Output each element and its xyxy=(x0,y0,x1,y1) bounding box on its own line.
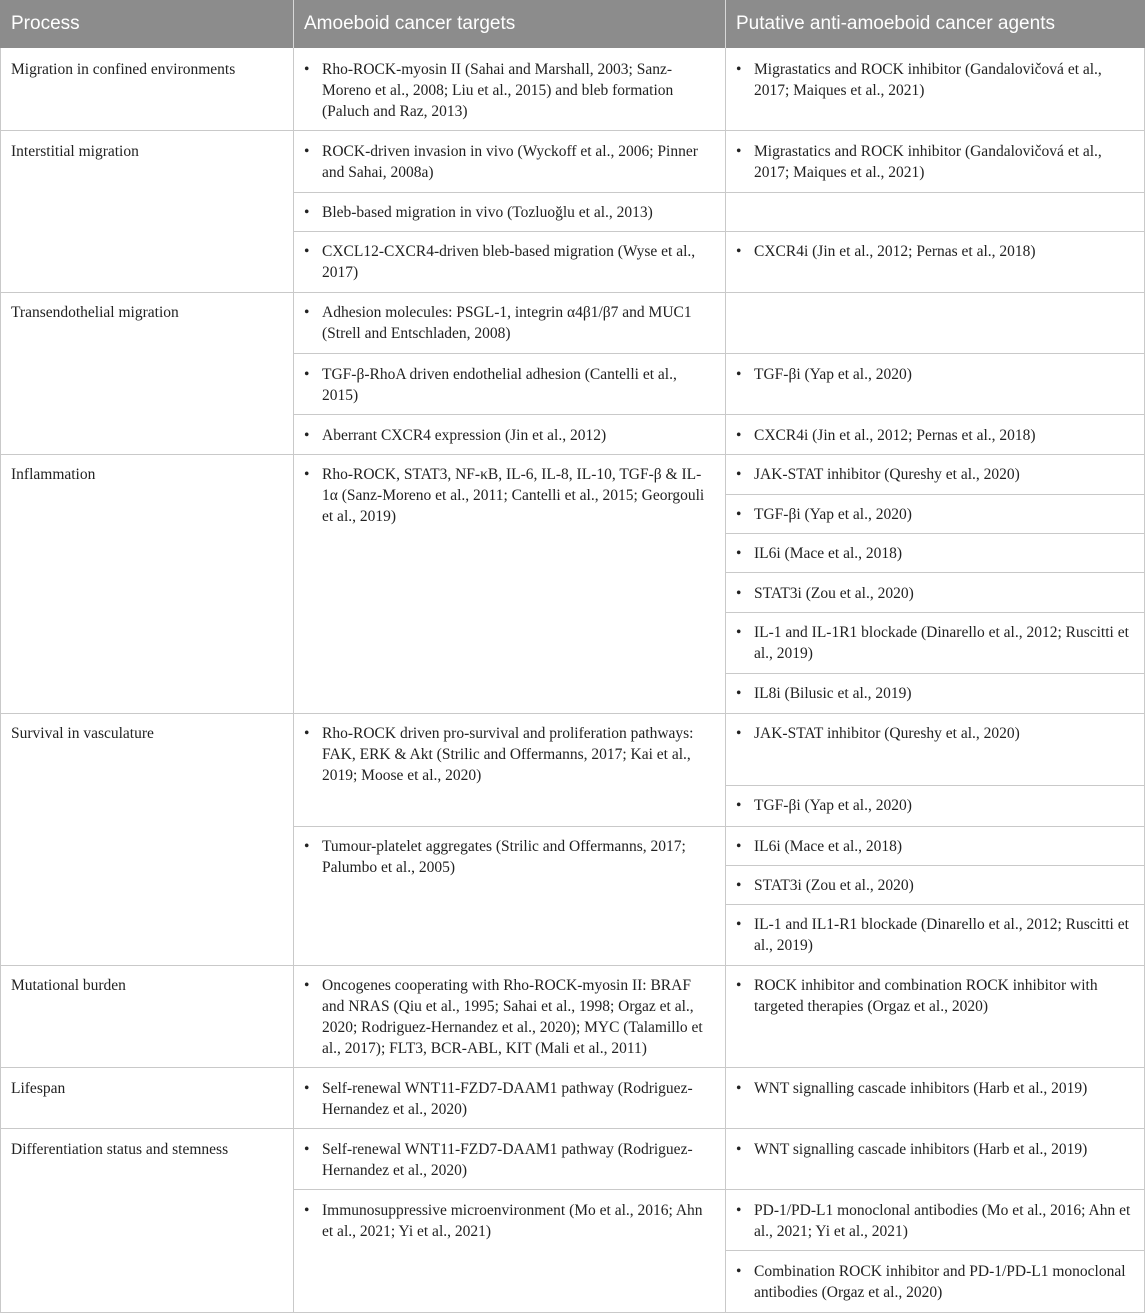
subrow-rule xyxy=(725,612,1145,613)
target-text: ROCK-driven invasion in vivo (Wyckoff et al., 2006; Pinner and Sahai, 2008a) xyxy=(322,143,698,181)
bullet-icon: • xyxy=(304,61,310,78)
process-cell: Mutational burden xyxy=(11,977,126,994)
agent-cell xyxy=(736,1078,1136,1099)
agent-text: STAT3i (Zou et al., 2020) xyxy=(754,877,914,894)
agent-text: ROCK inhibitor and combination ROCK inhibitor with targeted therapies (Orgaz et al., 2020) xyxy=(754,977,1098,1015)
target-text: Self-renewal WNT11-FZD7-DAAM1 pathway (Rodriguez-Hernandez et al., 2020) xyxy=(322,1080,693,1118)
subrow-rule xyxy=(293,414,1145,415)
row-rule xyxy=(0,130,1145,131)
agent-cell xyxy=(736,795,1136,816)
bullet-icon: • xyxy=(304,725,310,742)
target-cell xyxy=(304,836,714,878)
bullet-icon: • xyxy=(736,1080,742,1097)
subrow-rule xyxy=(725,572,1145,573)
agent-cell xyxy=(736,1139,1136,1160)
agent-text: Migrastatics and ROCK inhibitor (Gandalovičová et al., 2017; Maiques et al., 2021) xyxy=(754,61,1102,99)
target-cell xyxy=(304,464,714,527)
bullet-icon: • xyxy=(736,977,742,994)
bullet-icon: • xyxy=(304,143,310,160)
bullet-icon: • xyxy=(304,466,310,483)
bullet-icon: • xyxy=(304,304,310,321)
agent-cell xyxy=(736,59,1136,101)
header-divider xyxy=(293,0,294,48)
target-cell xyxy=(304,975,714,1059)
bullet-icon: • xyxy=(304,427,310,444)
target-text: Immunosuppressive microenvironment (Mo et al., 2016; Ahn et al., 2021; Yi et al., 2021) xyxy=(322,1202,703,1240)
agent-cell xyxy=(736,914,1136,956)
subrow-rule xyxy=(725,533,1145,534)
agent-text: WNT signalling cascade inhibitors (Harb et al., 2019) xyxy=(754,1141,1088,1158)
target-cell xyxy=(304,141,714,183)
process-cell: Survival in vasculature xyxy=(11,725,154,742)
bullet-icon: • xyxy=(304,366,310,383)
bullet-icon: • xyxy=(304,204,310,221)
bullet-icon: • xyxy=(736,545,742,562)
agent-text: IL6i (Mace et al., 2018) xyxy=(754,838,903,855)
agent-text: Migrastatics and ROCK inhibitor (Gandalovičová et al., 2017; Maiques et al., 2021) xyxy=(754,143,1102,181)
agent-cell xyxy=(736,583,1136,604)
target-text: Rho-ROCK-myosin II (Sahai and Marshall, 2003; Sanz-Moreno et al., 2008; Liu et al., 2015) and bleb formation (Paluch and Raz, 2013) xyxy=(322,61,674,120)
bullet-icon: • xyxy=(736,466,742,483)
bullet-icon: • xyxy=(736,366,742,383)
bullet-icon: • xyxy=(736,427,742,444)
row-rule xyxy=(0,713,1145,714)
agent-cell xyxy=(736,1261,1136,1303)
agent-text: IL-1 and IL-1R1 blockade (Dinarello et al., 2012; Ruscitti et al., 2019) xyxy=(754,624,1129,662)
bullet-icon: • xyxy=(736,585,742,602)
target-text: Adhesion molecules: PSGL-1, integrin α4β1/β7 and MUC1 (Strell and Entschladen, 2008) xyxy=(322,304,692,342)
bullet-icon: • xyxy=(736,838,742,855)
agent-cell xyxy=(736,683,1136,704)
subrow-rule xyxy=(293,192,1145,193)
agent-cell xyxy=(736,622,1136,664)
target-cell xyxy=(304,1078,714,1120)
process-cell: Lifespan xyxy=(11,1080,66,1097)
bullet-icon: • xyxy=(304,838,310,855)
bullet-icon: • xyxy=(736,624,742,641)
agent-text: IL-1 and IL1-R1 blockade (Dinarello et al., 2012; Ruscitti et al., 2019) xyxy=(754,916,1129,954)
agent-cell xyxy=(736,425,1136,446)
agent-text: CXCR4i (Jin et al., 2012; Pernas et al., 2018) xyxy=(754,427,1036,444)
agent-text: Combination ROCK inhibitor and PD-1/PD-L1 monoclonal antibodies (Orgaz et al., 2020) xyxy=(754,1263,1126,1301)
row-rule xyxy=(0,965,1145,966)
row-rule xyxy=(0,1128,1145,1129)
subrow-rule xyxy=(293,826,1145,827)
subrow-rule xyxy=(293,1189,1145,1190)
target-cell xyxy=(304,59,714,122)
process-cell: Transendothelial migration xyxy=(11,304,179,321)
subrow-rule xyxy=(725,1250,1145,1251)
process-cell: Differentiation status and stemness xyxy=(11,1141,229,1158)
agent-cell xyxy=(736,836,1136,857)
subrow-rule xyxy=(725,865,1145,866)
bullet-icon: • xyxy=(736,877,742,894)
header-targets: Amoeboid cancer targets xyxy=(304,13,516,34)
agent-text: CXCR4i (Jin et al., 2012; Pernas et al., 2018) xyxy=(754,243,1036,260)
subrow-rule xyxy=(293,353,1145,354)
subrow-rule xyxy=(725,673,1145,674)
agent-text: IL6i (Mace et al., 2018) xyxy=(754,545,903,562)
agent-cell xyxy=(736,241,1136,262)
target-cell xyxy=(304,425,714,446)
agent-cell xyxy=(736,504,1136,525)
agent-cell xyxy=(736,875,1136,896)
bullet-icon: • xyxy=(736,916,742,933)
bullet-icon: • xyxy=(736,797,742,814)
bullet-icon: • xyxy=(736,1263,742,1280)
process-cell: Inflammation xyxy=(11,466,96,483)
agent-text: TGF-βi (Yap et al., 2020) xyxy=(754,366,912,383)
agent-cell xyxy=(736,975,1136,1017)
subrow-rule xyxy=(725,904,1145,905)
column-rule xyxy=(0,48,1,1313)
agent-text: STAT3i (Zou et al., 2020) xyxy=(754,585,914,602)
bullet-icon: • xyxy=(736,143,742,160)
bullet-icon: • xyxy=(304,243,310,260)
target-text: Aberrant CXCR4 expression (Jin et al., 2012) xyxy=(322,427,607,444)
agent-cell xyxy=(736,464,1136,485)
agent-text: IL8i (Bilusic et al., 2019) xyxy=(754,685,912,702)
agent-cell xyxy=(736,141,1136,183)
target-cell xyxy=(304,302,714,344)
bullet-icon: • xyxy=(304,1141,310,1158)
target-text: Bleb-based migration in vivo (Tozluoğlu et al., 2013) xyxy=(322,204,653,221)
agent-text: JAK-STAT inhibitor (Qureshy et al., 2020) xyxy=(754,725,1020,742)
target-cell xyxy=(304,364,714,406)
target-text: Rho-ROCK driven pro-survival and proliferation pathways: FAK, ERK & Akt (Strilic and Offermanns, 2017; Kai et al., 2019; Moose et al., 2020) xyxy=(322,725,694,784)
bullet-icon: • xyxy=(304,977,310,994)
agent-cell xyxy=(736,543,1136,564)
target-cell xyxy=(304,1139,714,1181)
bullet-icon: • xyxy=(736,61,742,78)
target-cell xyxy=(304,723,714,786)
bullet-icon: • xyxy=(736,725,742,742)
target-text: Self-renewal WNT11-FZD7-DAAM1 pathway (Rodriguez-Hernandez et al., 2020) xyxy=(322,1141,693,1179)
subrow-rule xyxy=(725,785,1145,786)
target-text: CXCL12-CXCR4-driven bleb-based migration (Wyse et al., 2017) xyxy=(322,243,696,281)
agent-cell xyxy=(736,364,1136,385)
agent-cell xyxy=(736,1200,1136,1242)
row-rule xyxy=(0,454,1145,455)
agent-text: TGF-βi (Yap et al., 2020) xyxy=(754,506,912,523)
target-cell xyxy=(304,1200,714,1242)
process-cell: Interstitial migration xyxy=(11,143,139,160)
target-text: Tumour-platelet aggregates (Strilic and Offermanns, 2017; Palumbo et al., 2005) xyxy=(322,838,686,876)
row-rule xyxy=(0,1067,1145,1068)
row-rule xyxy=(0,292,1145,293)
subrow-rule xyxy=(725,494,1145,495)
subrow-rule xyxy=(293,231,1145,232)
header-divider xyxy=(725,0,726,48)
agent-text: PD-1/PD-L1 monoclonal antibodies (Mo et al., 2016; Ahn et al., 2021; Yi et al., 2021) xyxy=(754,1202,1131,1240)
column-rule xyxy=(293,48,294,1313)
column-rule xyxy=(725,48,726,1313)
target-text: TGF-β-RhoA driven endothelial adhesion (Cantelli et al., 2015) xyxy=(322,366,677,404)
target-text: Oncogenes cooperating with Rho-ROCK-myosin II: BRAF and NRAS (Qiu et al., 1995; Sahai et al., 1998; Orgaz et al., 2020; Rodriguez-Hernandez et al., 2020); MYC (Talamillo et al., 2017); FLT3, BCR-ABL, KIT (Mali et al., 2011) xyxy=(322,977,703,1057)
bullet-icon: • xyxy=(736,685,742,702)
header-process: Process xyxy=(11,13,80,34)
process-cell: Migration in confined environments xyxy=(11,61,236,78)
target-cell xyxy=(304,202,714,223)
bullet-icon: • xyxy=(736,243,742,260)
bullet-icon: • xyxy=(304,1202,310,1219)
target-cell xyxy=(304,241,714,283)
agent-text: TGF-βi (Yap et al., 2020) xyxy=(754,797,912,814)
bullet-icon: • xyxy=(736,506,742,523)
bullet-icon: • xyxy=(736,1141,742,1158)
agent-cell xyxy=(736,723,1136,744)
header-agents: Putative anti-amoeboid cancer agents xyxy=(736,13,1055,34)
target-text: Rho-ROCK, STAT3, NF-κB, IL-6, IL-8, IL-10, TGF-β & IL-1α (Sanz-Moreno et al., 2011; Cantelli et al., 2015; Georgouli et al., 2019) xyxy=(322,466,705,525)
bullet-icon: • xyxy=(736,1202,742,1219)
agent-text: WNT signalling cascade inhibitors (Harb et al., 2019) xyxy=(754,1080,1088,1097)
bullet-icon: • xyxy=(304,1080,310,1097)
agent-text: JAK-STAT inhibitor (Qureshy et al., 2020) xyxy=(754,466,1020,483)
